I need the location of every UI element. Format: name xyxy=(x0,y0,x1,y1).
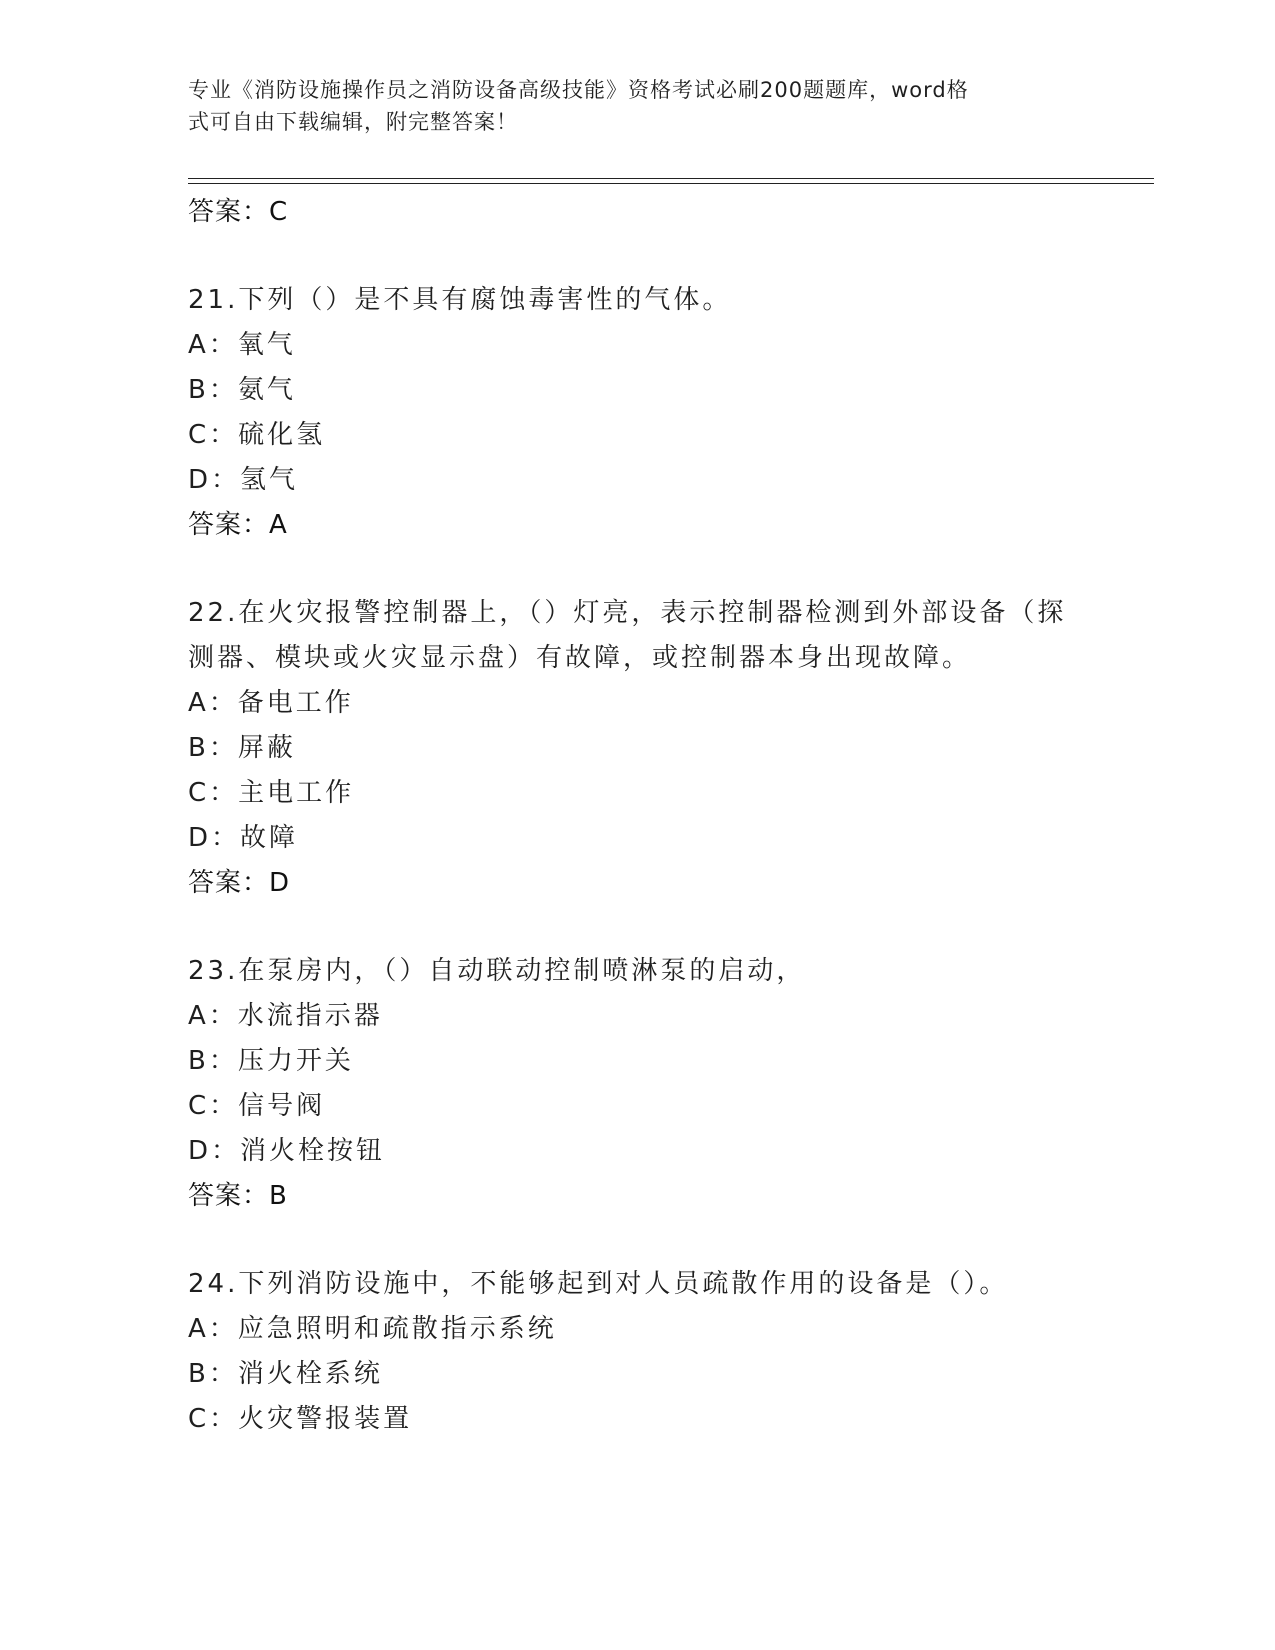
answer-line: 答案：C xyxy=(188,197,289,227)
option-b: B：压力开关 xyxy=(188,1046,354,1076)
answer-line: 答案：D xyxy=(188,868,291,898)
header-line-1: 专业《消防设施操作员之消防设备高级技能》资格考试必刷200题题库，word格 xyxy=(188,78,969,102)
spacer xyxy=(188,905,1088,949)
option-a: A：水流指示器 xyxy=(188,1001,383,1031)
header-divider-bottom xyxy=(188,183,1154,184)
option-c: C：硫化氢 xyxy=(188,420,326,450)
answer-line: 答案：B xyxy=(188,1181,288,1211)
option-a: A：氧气 xyxy=(188,330,296,360)
question-stem: 21.下列（）是不具有腐蚀毒害性的气体。 xyxy=(188,285,732,315)
spacer xyxy=(188,234,1088,278)
question-23 xyxy=(188,949,1088,1218)
option-c: C：信号阀 xyxy=(188,1091,326,1121)
option-c: C：火灾警报装置 xyxy=(188,1404,413,1434)
option-d: D：氢气 xyxy=(188,465,299,495)
option-a: A：应急照明和疏散指示系统 xyxy=(188,1314,557,1344)
option-d: D：故障 xyxy=(188,823,299,853)
question-stem: 23.在泵房内，（）自动联动控制喷淋泵的启动， xyxy=(188,956,806,986)
question-21 xyxy=(188,278,1088,547)
question-stem: 24.下列消防设施中，不能够起到对人员疏散作用的设备是（）。 xyxy=(188,1269,1009,1299)
spacer xyxy=(188,1218,1088,1262)
option-a: A：备电工作 xyxy=(188,688,354,718)
question-22 xyxy=(188,591,1088,905)
spacer xyxy=(188,547,1088,591)
header-divider-top xyxy=(188,178,1154,179)
question-list xyxy=(188,190,1088,1442)
option-b: B：屏蔽 xyxy=(188,733,296,763)
option-d: D：消火栓按钮 xyxy=(188,1136,386,1166)
question-stem: 22.在火灾报警控制器上，（）灯亮，表示控制器检测到外部设备（探测器、模块或火灾显示盘）有故障，或控制器本身出现故障。 xyxy=(188,598,1067,673)
answer-line: 答案：A xyxy=(188,510,288,540)
header-line-2: 式可自由下载编辑，附完整答案！ xyxy=(188,110,518,134)
option-c: C：主电工作 xyxy=(188,778,355,808)
option-b: B：氨气 xyxy=(188,375,296,405)
question-24 xyxy=(188,1262,1088,1442)
option-b: B：消火栓系统 xyxy=(188,1359,383,1389)
page-header xyxy=(188,74,1088,138)
